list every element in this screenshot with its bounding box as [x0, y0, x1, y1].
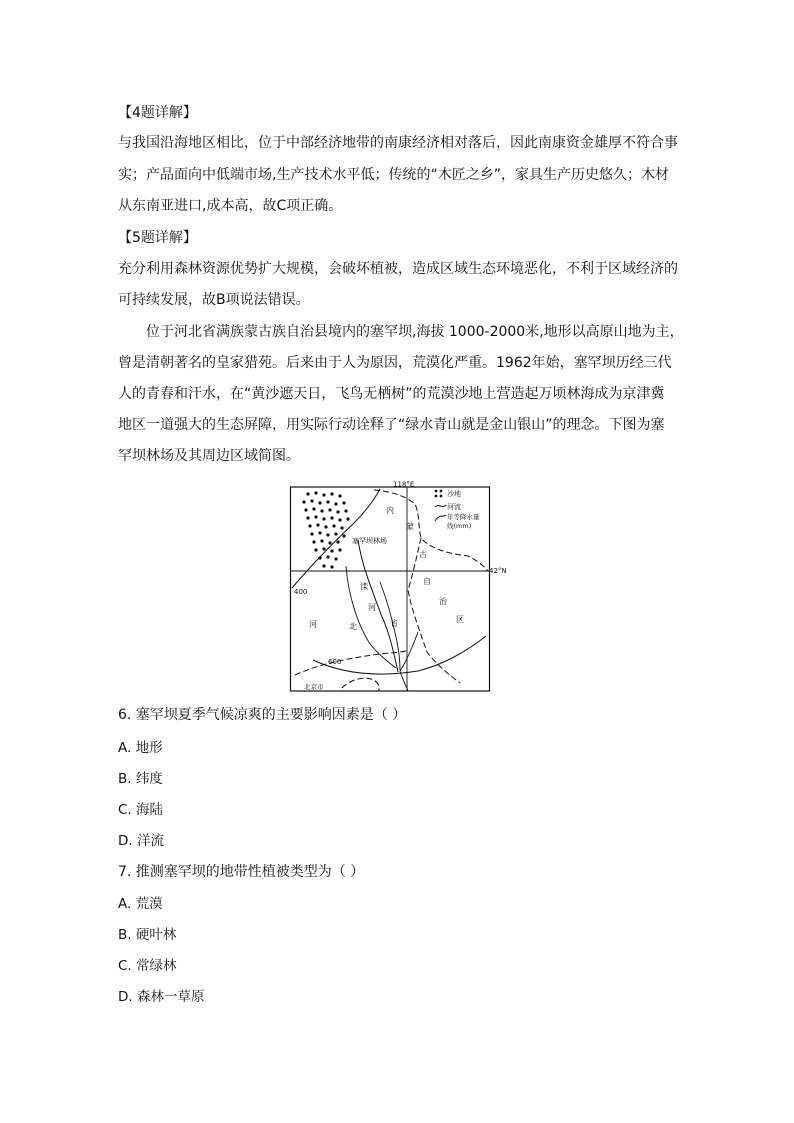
section-heading-4: 【4题详解】: [118, 105, 197, 121]
explanation-5-line-2: 可持续发展，故B项说法错误。: [118, 292, 310, 308]
question-7-option-b: B. 硬叶林: [118, 927, 177, 943]
question-6-stem: 6. 塞罕坝夏季气候凉爽的主要影响因素是（ ）: [118, 707, 407, 723]
intro-line-2: 曾是清朝著名的皇家猎苑。后来由于人为原因，荒漠化严重。1962年始，塞罕坝历经三代: [118, 355, 672, 371]
luan-river-label: 滦: [360, 582, 368, 591]
isohyet-400-label: 400: [294, 588, 308, 596]
inner-mongolia-char-meng: 蒙: [406, 522, 414, 531]
explanation-4-line-3: 从东南亚进口,成本高，故C项正确。: [118, 198, 343, 214]
saihanba-region-map: [290, 480, 507, 692]
legend-river-label: 河流: [447, 503, 461, 511]
question-6-option-a: A. 地形: [118, 740, 163, 756]
section-heading-5: 【5题详解】: [118, 230, 197, 246]
question-7-option-a: A. 荒漠: [118, 896, 163, 912]
question-6-option-b: B. 纬度: [118, 771, 163, 787]
intro-line-4: 地区一道强大的生态屏障，用实际行动诠释了“绿水青山就是金山银山”的理念。下图为塞: [118, 417, 665, 433]
question-7-option-c: C. 常绿林: [118, 958, 177, 974]
beijing-label: 北京市: [304, 683, 324, 691]
inner-mongolia-char-zhi: 治: [439, 597, 447, 606]
intro-line-3: 人的青春和汗水，在“黄沙遮天日，飞鸟无栖树”的荒漠沙地上营造起万顷林海成为京津冀: [118, 386, 665, 402]
inner-mongolia-char-qu: 区: [456, 615, 464, 624]
saihanba-forest-label: 塞罕坝林场: [352, 537, 387, 545]
longitude-label: 118°E: [393, 480, 415, 489]
isohyet-600-label: 600: [328, 658, 342, 666]
legend-isohyet-label-2: 线(mm): [447, 522, 472, 530]
question-7-stem: 7. 推测塞罕坝的地带性植被类型为（ ）: [118, 864, 365, 880]
hebei-char-sheng: 省: [390, 619, 398, 628]
inner-mongolia-char-nei: 内: [386, 506, 394, 515]
luan-river-label-2: 河: [368, 603, 376, 612]
hebei-char-he: 河: [309, 620, 317, 629]
explanation-4-line-2: 实；产品面向中低端市场,生产技术水平低；传统的“木匠之乡”，家具生产历史悠久；木材: [118, 167, 669, 183]
latitude-label: 42°N: [489, 567, 507, 575]
hebei-char-bei: 北: [349, 622, 357, 631]
legend-sand-label: 沙地: [447, 490, 461, 498]
inner-mongolia-char-zi: 自: [423, 577, 431, 586]
intro-line-5: 罕坝林场及其周边区域简图。: [118, 448, 300, 464]
question-7-option-d: D. 森林一草原: [118, 989, 205, 1005]
inner-mongolia-char-gu: 古: [419, 550, 427, 559]
legend-isohyet-label-1: 年等降水量: [447, 513, 480, 521]
explanation-5-line-1: 充分利用森林资源优势扩大规模，会破坏植被，造成区域生态环境恶化，不利于区域经济的: [118, 261, 678, 277]
explanation-4-line-1: 与我国沿海地区相比，位于中部经济地带的南康经济相对落后，因此南康资金雄厚不符合事: [118, 135, 678, 151]
question-6-option-c: C. 海陆: [118, 802, 164, 818]
question-6-option-d: D. 洋流: [118, 833, 164, 849]
intro-line-1: 位于河北省满族蒙古族自治县境内的塞罕坝,海拔 1000-2000米,地形以高原山地为主，: [146, 324, 684, 340]
